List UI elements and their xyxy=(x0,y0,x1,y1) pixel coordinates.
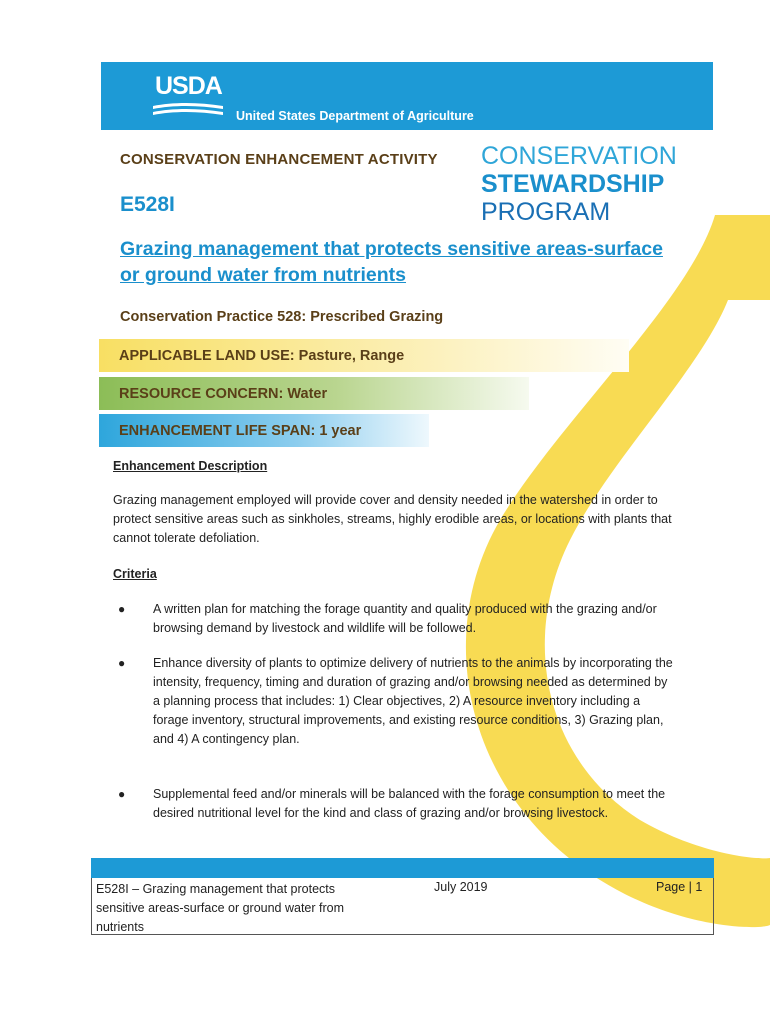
usda-wordmark: USDA xyxy=(155,72,222,100)
usda-header-banner xyxy=(101,62,713,130)
agency-name: United States Department of Agriculture xyxy=(236,109,474,123)
footer-title: E528I – Grazing management that protects sensitive areas-surface or ground water from nutrients xyxy=(96,882,345,934)
footer-date: July 2019 xyxy=(434,880,488,894)
bullet-icon: ● xyxy=(118,787,126,801)
bullet-icon: ● xyxy=(118,602,126,616)
description-heading: Enhancement Description xyxy=(113,459,268,473)
criteria-heading: Criteria xyxy=(113,567,157,581)
criteria-item-text: Enhance diversity of plants to optimize delivery of nutrients to the animals by incorporating the intensity, frequency, timing and duration of grazing and/or browsing needed as determined by a planning process that includes: 1) Clear objectives, 2) A resource inventory including a forage inventory, structural improvements, and existing resource conditions, 3) Grazing plan, and 4) A contingency plan. xyxy=(153,656,673,746)
description-text: Grazing management employed will provide cover and density needed in the watershed in order to protect sensitive areas such as sinkholes, streams, highly erodible areas, or locations with plants that cannot tolerate defoliation. xyxy=(113,493,672,545)
life-span-bar xyxy=(99,414,429,447)
life-span-text: ENHANCEMENT LIFE SPAN: 1 year xyxy=(119,422,362,439)
criteria-item-text: Supplemental feed and/or minerals will be balanced with the forage consumption to meet the desired nutritional level for the kind and class of grazing and/or browsing livestock. xyxy=(153,787,666,820)
enhancement-title: Grazing management that protects sensitive areas-surface or ground water from nutrients xyxy=(120,238,663,286)
csp-logo-line3: PROGRAM xyxy=(481,198,611,226)
csp-logo-line2: STEWARDSHIP xyxy=(481,170,665,198)
enhancement-code: E528I xyxy=(120,193,175,216)
activity-label: CONSERVATION ENHANCEMENT ACTIVITY xyxy=(120,151,438,168)
csp-logo-line1: CONSERVATION xyxy=(481,142,677,170)
land-use-bar xyxy=(99,339,629,372)
resource-concern-bar xyxy=(99,377,529,410)
resource-concern-text: RESOURCE CONCERN: Water xyxy=(119,385,328,402)
csp-program-logo xyxy=(481,142,677,226)
footer-bar xyxy=(91,858,714,878)
criteria-item-text: A written plan for matching the forage quantity and quality produced with the grazing and/or browsing demand by livestock and wildlife will be followed. xyxy=(153,602,657,635)
conservation-practice: Conservation Practice 528: Prescribed Grazing xyxy=(120,309,444,325)
footer-page-number: Page | 1 xyxy=(656,880,703,894)
land-use-text: APPLICABLE LAND USE: Pasture, Range xyxy=(119,347,405,364)
bullet-icon: ● xyxy=(118,656,126,670)
